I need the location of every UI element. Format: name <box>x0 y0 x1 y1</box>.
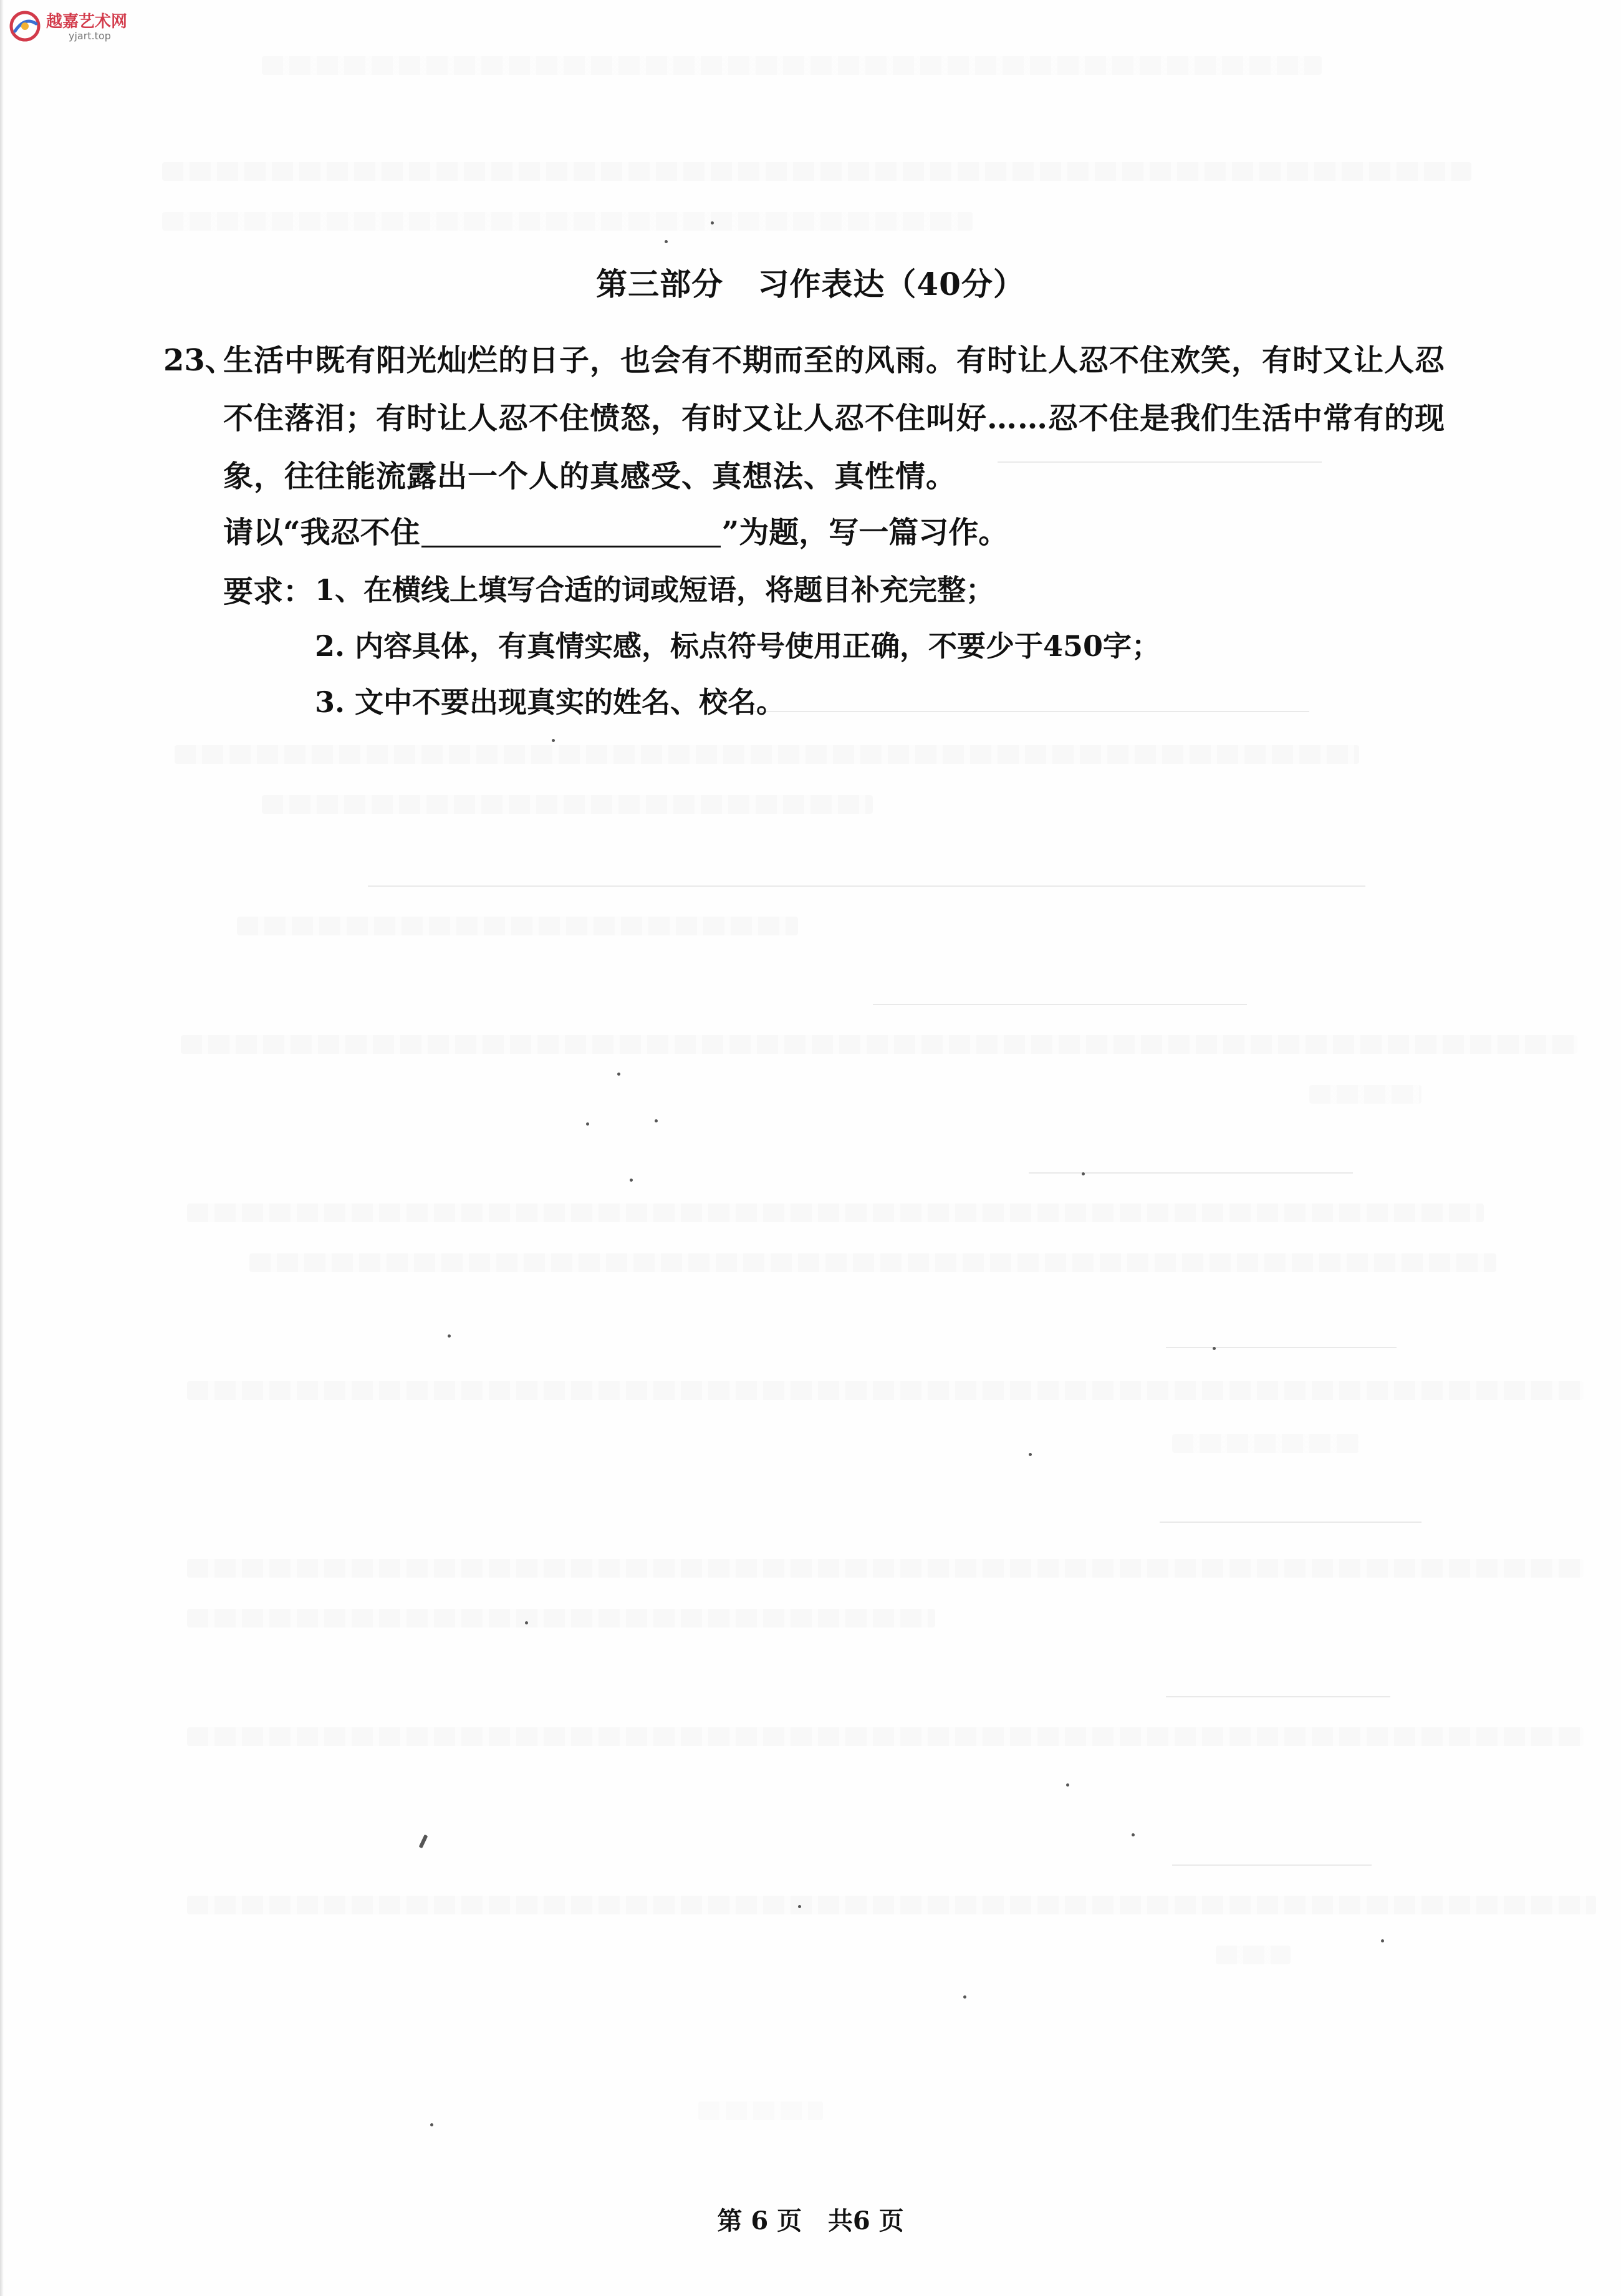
question-text-line-3: 象，往往能流露出一个人的真感受、真想法、真性情。 <box>223 459 957 494</box>
prompt-text-before: 请以“我忍不住 <box>223 515 420 550</box>
requirement-item-2: 2. 内容具体，有真情实感，标点符号使用正确，不要少于450字； <box>315 629 1161 663</box>
requirement-item-3: 3. 文中不要出现真实的姓名、校名。 <box>315 685 786 719</box>
page-number-footer: 第 6 页 共6 页 <box>717 2206 904 2236</box>
question-text-line-1: 生活中既有阳光灿烂的日子，也会有不期而至的风雨。有时让人忍不住欢笑，有时又让人忍 <box>223 343 1446 378</box>
watermark-site-name: 越嘉艺术网 <box>46 12 128 31</box>
scan-edge <box>0 0 4 2296</box>
title-fill-blank[interactable] <box>421 521 721 547</box>
question-text-line-2: 不住落泪；有时让人忍不住愤怒，有时又让人忍不住叫好……忍不住是我们生活中常有的现 <box>223 401 1446 436</box>
essay-title-prompt <box>223 508 1008 551</box>
section-title: 第三部分 习作表达（40分） <box>596 266 1025 302</box>
site-watermark <box>9 6 146 46</box>
question-number: 23、 <box>163 343 235 378</box>
watermark-logo-icon <box>9 10 41 42</box>
requirement-item-1: 1、在横线上填写合适的词或短语，将题目补充完整； <box>315 573 995 607</box>
prompt-text-after: ”为题，写一篇习作。 <box>721 515 1009 550</box>
watermark-url: yjart.top <box>69 30 111 42</box>
requirements-label: 要求： <box>223 574 314 609</box>
